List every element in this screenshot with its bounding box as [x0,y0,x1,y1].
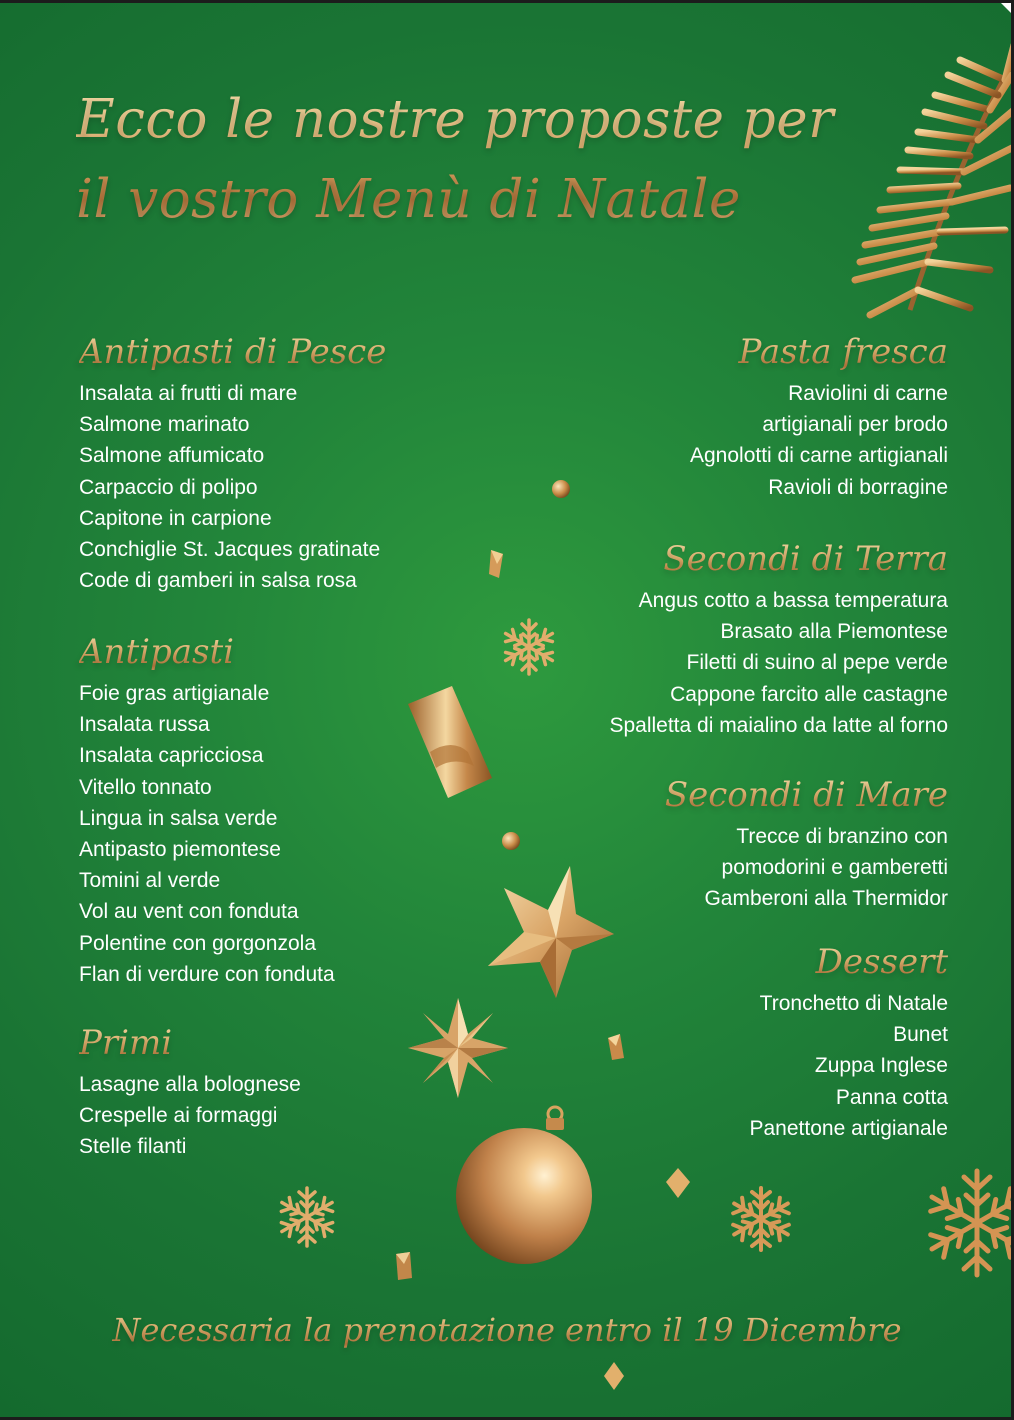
section-antipasti-di-pesce [79,330,386,596]
dish-item: Code di gamberi in salsa rosa [79,569,357,593]
confetti-icon [485,548,507,580]
dish-item: Spalletta di maialino da latte al forno [609,713,948,737]
dish-item: Trecce di branzino con [736,825,948,848]
dish-item: Bunet [893,1023,948,1047]
reservation-notice: Necessaria la prenotazione entro il 19 Dicembre [0,1302,1014,1358]
dish-list [690,378,948,503]
section-antipasti [79,630,335,990]
dish-item: Salmone affumicato [79,444,265,468]
snowflake-icon [498,616,560,678]
dish-item: Stelle filanti [79,1135,187,1159]
dish-item: Panna cotta [835,1085,948,1109]
section-heading: Primi [79,1021,301,1069]
dish-item: Insalata russa [79,713,210,737]
dish-item: Zuppa Inglese [814,1054,948,1078]
section-heading: Pasta fresca [690,330,948,378]
dish-item: Antipasto piemontese [79,838,281,862]
origami-star-icon [406,996,510,1100]
dish-item: Flan di verdure con fonduta [79,962,335,986]
section-pasta-fresca [690,330,948,503]
christmas-ornament-icon [450,1104,600,1264]
dish-list [79,378,386,596]
snowflake-icon [920,1166,1014,1290]
dish-item: Carpaccio di polipo [79,475,258,499]
corner-fold [1001,3,1011,13]
confetti-icon [602,1360,626,1392]
dish-item: Lingua in salsa verde [79,806,278,830]
section-heading: Dessert [750,940,949,988]
title-line-1: Ecco le nostre proposte per [76,89,834,150]
dish-list [79,678,335,990]
frame-border-top [0,0,1014,3]
snowflake-icon [726,1184,796,1254]
ribbon-icon [402,682,498,802]
dish-item: Salmone marinato [79,413,250,437]
dish-item: Foie gras artigianale [79,682,270,705]
confetti-icon [390,1250,416,1282]
section-heading: Antipasti [79,630,335,678]
dish-item: Filetti di suino al pepe verde [686,651,948,675]
dish-list [609,585,948,741]
section-primi [79,1021,301,1163]
dish-item: Cappone farcito alle castagne [670,682,948,706]
dish-list [665,821,948,915]
dish-list [79,1069,301,1163]
dish-item: Conchiglie St. Jacques gratinate [79,538,381,562]
dish-item: Vitello tonnato [79,775,212,799]
dish-item: Lasagne alla bolognese [79,1073,301,1096]
section-secondi-di-terra [609,537,948,741]
title-line-2: il vostro Menù di Natale [76,169,741,230]
dish-item: Gamberoni alla Thermidor [704,887,948,911]
section-secondi-di-mare [665,773,948,915]
gold-bead-icon [550,478,572,500]
page-title [76,80,896,240]
confetti-icon [664,1166,692,1200]
dish-item: Tomini al verde [79,869,221,893]
dish-list [750,988,949,1144]
dish-item: Raviolini di carne [788,382,948,405]
dish-item: Insalata capricciosa [79,744,264,768]
dish-item: Polentine con gorgonzola [79,931,317,955]
confetti-icon [604,1032,626,1062]
star-icon [484,862,618,1002]
dish-item: Panettone artigianale [749,1116,948,1140]
section-heading: Secondi di Mare [665,773,948,821]
dish-item: pomodorini e gamberetti [721,856,948,880]
gold-bead-icon [500,830,522,852]
dish-item: Angus cotto a bassa temperatura [638,589,948,612]
dish-item: Insalata ai frutti di mare [79,382,298,405]
dish-item: Capitone in carpione [79,506,272,530]
dish-item: Agnolotti di carne artigianali [690,444,948,468]
dish-item: Crespelle ai formaggi [79,1104,278,1128]
dish-item: Ravioli di borragine [768,475,948,499]
section-dessert [750,940,949,1144]
section-heading: Secondi di Terra [609,537,948,585]
dish-item: artigianali per brodo [762,413,948,437]
section-heading: Antipasti di Pesce [79,330,386,378]
snowflake-icon [274,1184,340,1250]
dish-item: Vol au vent con fonduta [79,900,299,924]
dish-item: Tronchetto di Natale [759,992,948,1015]
dish-item: Brasato alla Piemontese [720,620,948,644]
